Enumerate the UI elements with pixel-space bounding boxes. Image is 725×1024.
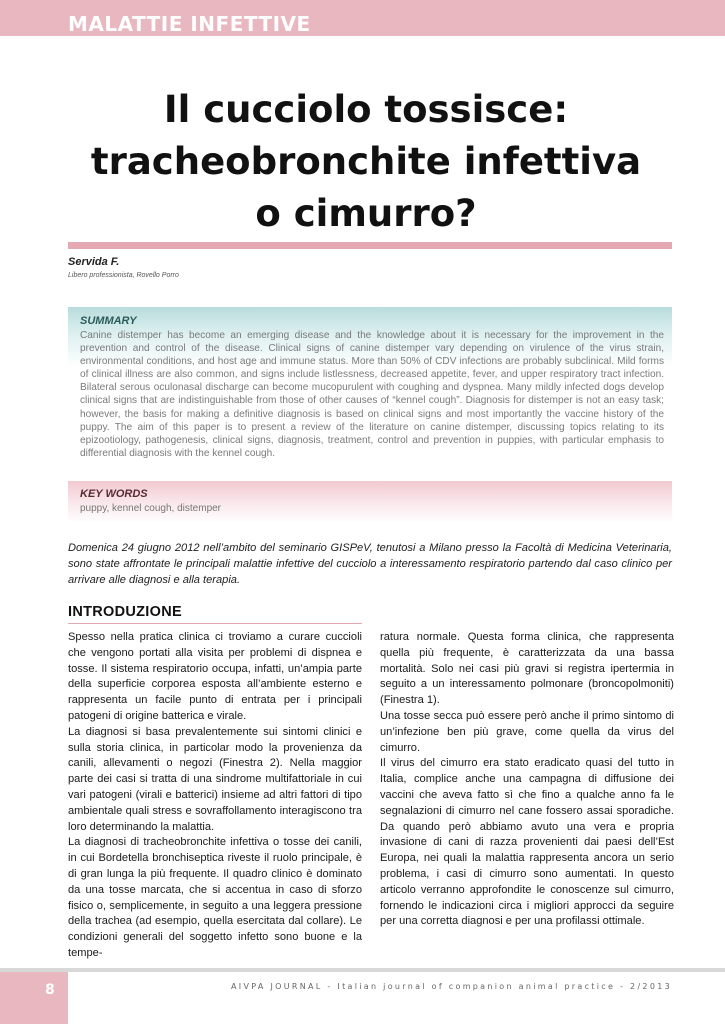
title-line-3: o cimurro?: [255, 192, 477, 235]
text-column-right: [380, 630, 674, 930]
section-heading-introduzione: INTRODUZIONE: [68, 604, 182, 620]
title-line-2: tracheobronchite infettiva: [90, 140, 642, 183]
page-number: 8: [45, 982, 55, 998]
section-label: MALATTIE INFETTIVE: [68, 12, 311, 36]
text-column-left: [68, 630, 362, 962]
paragraph: Il virus del cimurro era stato eradicato quasi del tutto in Italia, complice anche una campagna di diffusione dei vaccini che aveva fatto sì che fino a qualche anno fa le segnalazioni di cimurro nel cane fossero assai sporadiche. Da quando però abbiamo avuto una vera e propria invasione di cani di razza provenienti dai paesi dell’Est Europa, nei quali la malattia rappresenta ancora un serio problema, i casi di cimurro sono aumentati. In questo articolo verranno approfondite le conoscenze sul cimurro, fornendo le indicazioni circa i migliori approcci da seguire per una corretta diagnosi e per una profilassi ottimale.: [380, 757, 674, 928]
page-number-box: [0, 972, 68, 1024]
summary-heading: SUMMARY: [80, 315, 137, 327]
paragraph: Spesso nella pratica clinica ci troviamo a curare cuccioli che vengono portati alla visita per problemi di dispnea e tosse. Il sistema respiratorio occupa, infatti, un’ampia parte della superficie corporea esposta all’ambiente esterno e rappresenta un facile punto di entrata per i principali patogeni di origine batterica e virale.: [68, 631, 362, 722]
heading-underline: [68, 623, 362, 624]
paragraph: ratura normale. Questa forma clinica, che rappresenta quella più frequente, è caratterizzata da una bassa mortalità. Solo nei casi più gravi si registra ipertermia in seguito a un interessamento polmonare (broncopolmoniti) (Finestra 1).: [380, 631, 674, 707]
keywords-heading: KEY WORDS: [80, 488, 148, 500]
author: Servida F.: [68, 256, 120, 268]
seminar-note: Domenica 24 giugno 2012 nell’ambito del seminario GISPeV, tenutosi a Milano presso la Facoltà di Medicina Veterinaria, sono state affrontate le principali malattie infettive del cucciolo a interessamento respiratorio partendo dal caso clinico per arrivare alle diagnosi e alla terapia.: [68, 542, 672, 586]
summary-box: [68, 307, 672, 467]
keywords-text: puppy, kennel cough, distemper: [80, 503, 222, 514]
journal-footer: AIVPA JOURNAL - Italian journal of companion animal practice - 2/2013: [231, 982, 672, 991]
paragraph: La diagnosi si basa prevalentemente sui sintomi clinici e sulla storia clinica, in particolar modo la provenienza da canili, allevamenti o negozi (Finestra 2). Nella maggior parte dei casi si tratta di una sindrome multifattoriale in cui vari patogeni (virali e batterici) insieme ad altri fattori di tipo ambientale quali stress e sovraffollamento interagiscono tra loro determinando la malattia.: [68, 725, 362, 833]
footer-rule: [0, 968, 725, 972]
title-line-1: Il cucciolo tossisce:: [163, 88, 569, 131]
keywords-box: [68, 481, 672, 523]
affiliation: Libero professionista, Rovello Porro: [68, 272, 179, 279]
paragraph: Una tosse secca può essere però anche il primo sintomo di un’infezione ben più grave, come quella da virus del cimurro.: [380, 709, 674, 754]
summary-text: Canine distemper has become an emerging disease and the knowledge about it is necessary for the improvement in the prevention and control of the disease. Clinical signs of canine distemper vary depending on virulence of the virus strain, environmental conditions, and host age and immune status. More than 50% of CDV infections are probably subclinical. Mild forms of clinical illness are also common, and signs include listlessness, decreased appetite, fever, and upper respiratory tract infection. Bilateral serous oculonasal discharge can become mucopurulent with coughing and dyspnea. Many mildly infected dogs develop clinical signs that are indistinguishable from those of other causes of “kennel cough”. Diagnosis for distemper is not an easy task; however, the basis for making a definitive diagnosis is based on clinical signs and most importantly the vaccine history of the puppy. The aim of this paper is to present a review of the literature on canine distemper, discussing topics relating to its epizootiology, pathogenesis, clinical signs, diagnosis, treatment, control and prevention in puppies, with particular emphasis to differential diagnosis with the kennel cough.: [80, 330, 664, 459]
title-divider: [68, 242, 672, 249]
paragraph: La diagnosi di tracheobronchite infettiva o tosse dei canili, in cui Bordetella bronchiseptica riveste il ruolo principale, è di gran lunga la più frequente. Il quadro clinico è dominato da una tosse marcata, che si accentua in caso di sforzo fisico o, semplicemente, in seguito a una leggera pressione della trachea (ad esempio, quella esercitata dal collare). Le condizioni generali del soggetto infetto sono buone e la tempe-: [68, 836, 362, 959]
article-title: [60, 84, 672, 240]
